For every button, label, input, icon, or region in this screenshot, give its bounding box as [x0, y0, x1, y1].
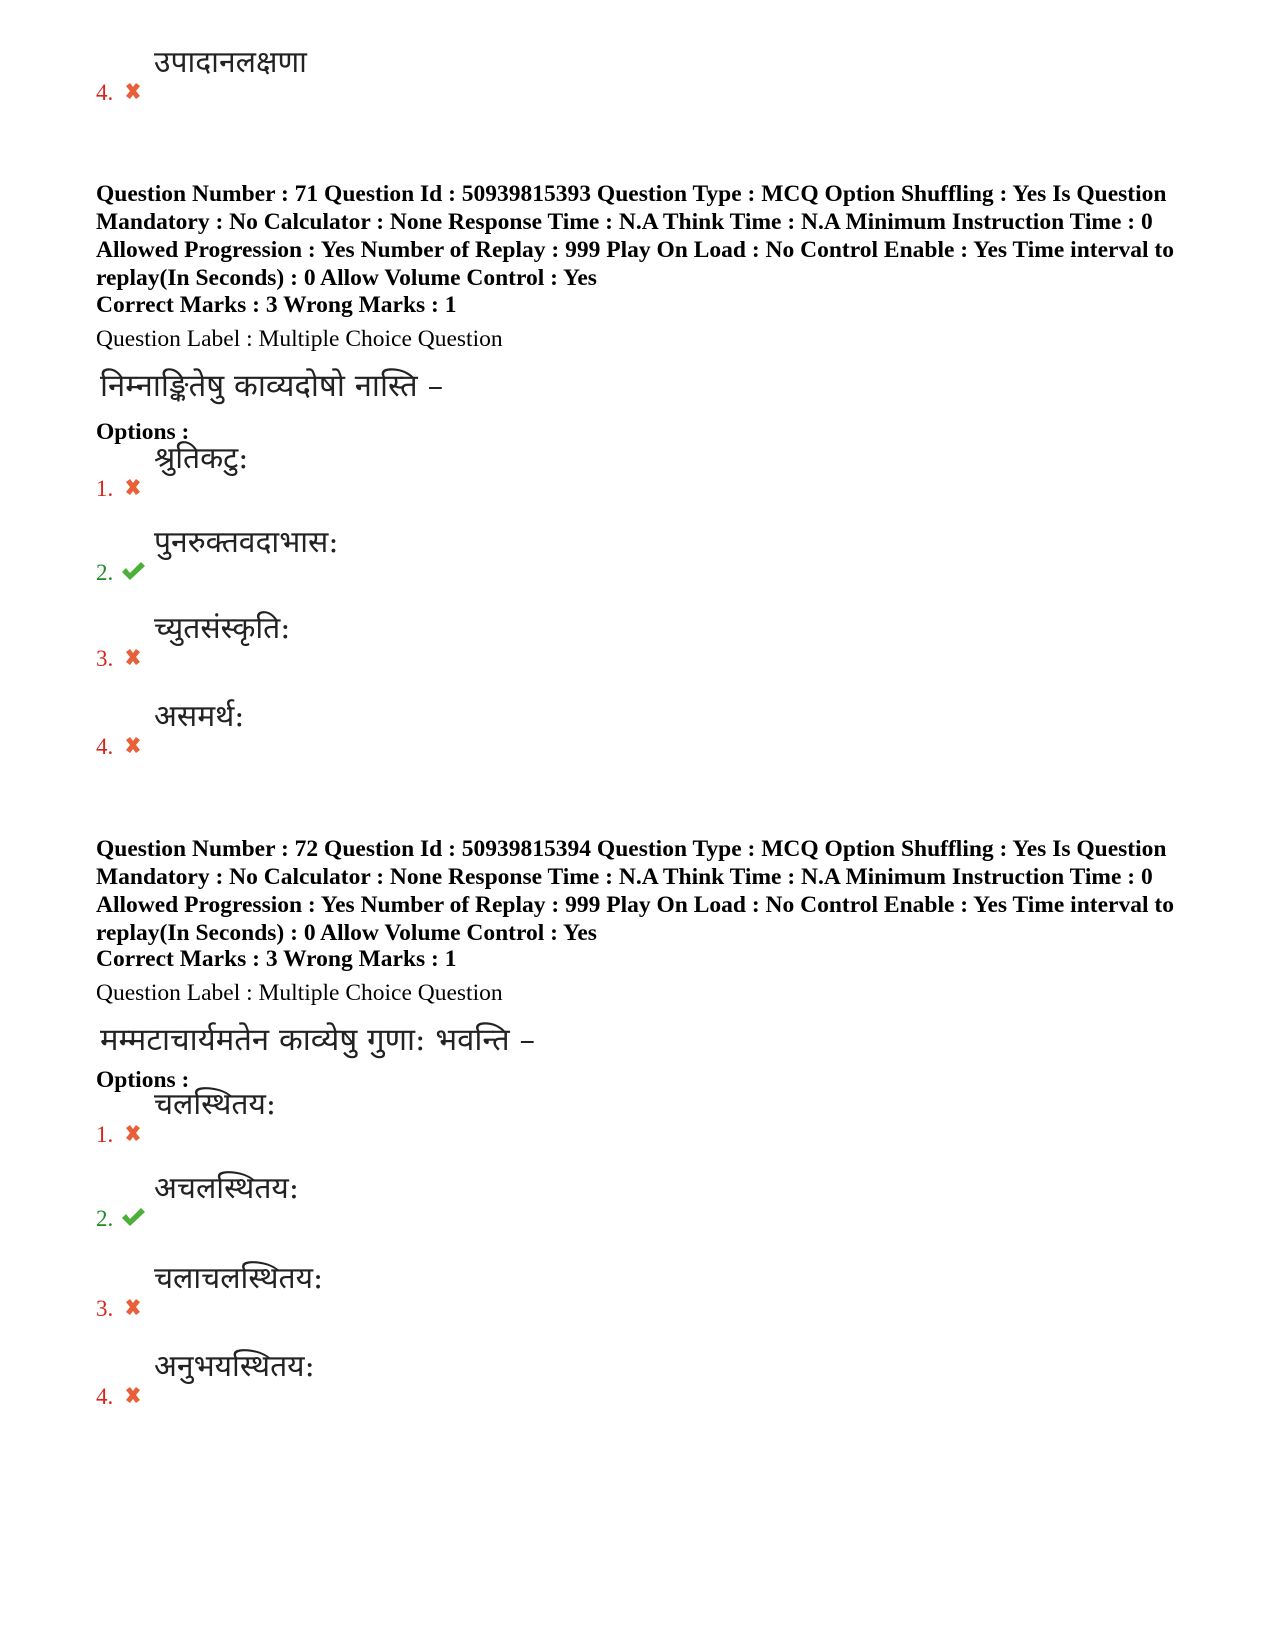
- option-row: [96, 612, 290, 672]
- option-row: [96, 442, 248, 502]
- option-text: पुनरुक्तवदाभास:: [154, 525, 339, 560]
- option-row: [96, 526, 338, 586]
- option-number: 2.: [96, 560, 114, 585]
- option-number: 3.: [96, 646, 114, 671]
- option-text: श्रुतिकटु:: [154, 441, 249, 476]
- question-marks: Correct Marks : 3 Wrong Marks : 1: [96, 292, 457, 318]
- option-number: 4.: [96, 80, 114, 105]
- options-heading: Options :: [96, 1067, 190, 1093]
- option-text: चलाचलस्थितय:: [154, 1261, 324, 1296]
- cross-icon: [120, 1294, 146, 1320]
- option-row: [96, 1262, 323, 1322]
- question-label: Question Label : Multiple Choice Question: [96, 980, 503, 1006]
- option-text: चलस्थितय:: [154, 1087, 277, 1122]
- cross-icon: [120, 1120, 146, 1146]
- option-text: अनुभयस्थितय:: [154, 1349, 315, 1384]
- option-row: [96, 700, 244, 760]
- option-number: 1.: [96, 1122, 114, 1147]
- question-marks: Correct Marks : 3 Wrong Marks : 1: [96, 946, 457, 972]
- question-label: Question Label : Multiple Choice Question: [96, 326, 503, 352]
- check-icon: [120, 1204, 146, 1230]
- question-text: निम्नाङ्कितेषु काव्यदोषो नास्ति –: [100, 368, 444, 404]
- option-text: अचलस्थितय:: [154, 1171, 299, 1206]
- cross-icon: [120, 732, 146, 758]
- cross-icon: [120, 474, 146, 500]
- option-number: 1.: [96, 476, 114, 501]
- options-heading: Options :: [96, 419, 190, 445]
- question-meta: Question Number : 72 Question Id : 50939815394 Question Type : MCQ Option Shuffling : Yes Is Question Mandatory : No Calculator : None Response Time : N.A Think Time : N.A Minimum Instruction Time : 0 Allowed Progression : Yes Number of Replay : 999 Play On Load : No Control Enable : Yes Time interval to replay(In Seconds) : 0 Allow Volume Control : Yes: [96, 836, 1174, 946]
- check-icon: [120, 558, 146, 584]
- option-row: [96, 1172, 299, 1232]
- cross-icon: [120, 644, 146, 670]
- option-text: उपादानलक्षणा: [154, 45, 307, 80]
- option-number: 4.: [96, 734, 114, 759]
- option-number: 2.: [96, 1206, 114, 1231]
- option-text: असमर्थ:: [154, 699, 245, 734]
- option-row: [96, 1088, 276, 1148]
- option-text: च्युतसंस्कृति:: [154, 611, 291, 646]
- question-meta: Question Number : 71 Question Id : 50939815393 Question Type : MCQ Option Shuffling : Yes Is Question Mandatory : No Calculator : None Response Time : N.A Think Time : N.A Minimum Instruction Time : 0 Allowed Progression : Yes Number of Replay : 999 Play On Load : No Control Enable : Yes Time interval to replay(In Seconds) : 0 Allow Volume Control : Yes: [96, 181, 1174, 291]
- option-number: 4.: [96, 1384, 114, 1409]
- option-row: [96, 46, 307, 106]
- cross-icon: [120, 78, 146, 104]
- option-number: 3.: [96, 1296, 114, 1321]
- question-text: मम्मटाचार्यमतेन काव्येषु गुणा: भवन्ति –: [100, 1022, 535, 1058]
- cross-icon: [120, 1382, 146, 1408]
- option-row: [96, 1350, 315, 1410]
